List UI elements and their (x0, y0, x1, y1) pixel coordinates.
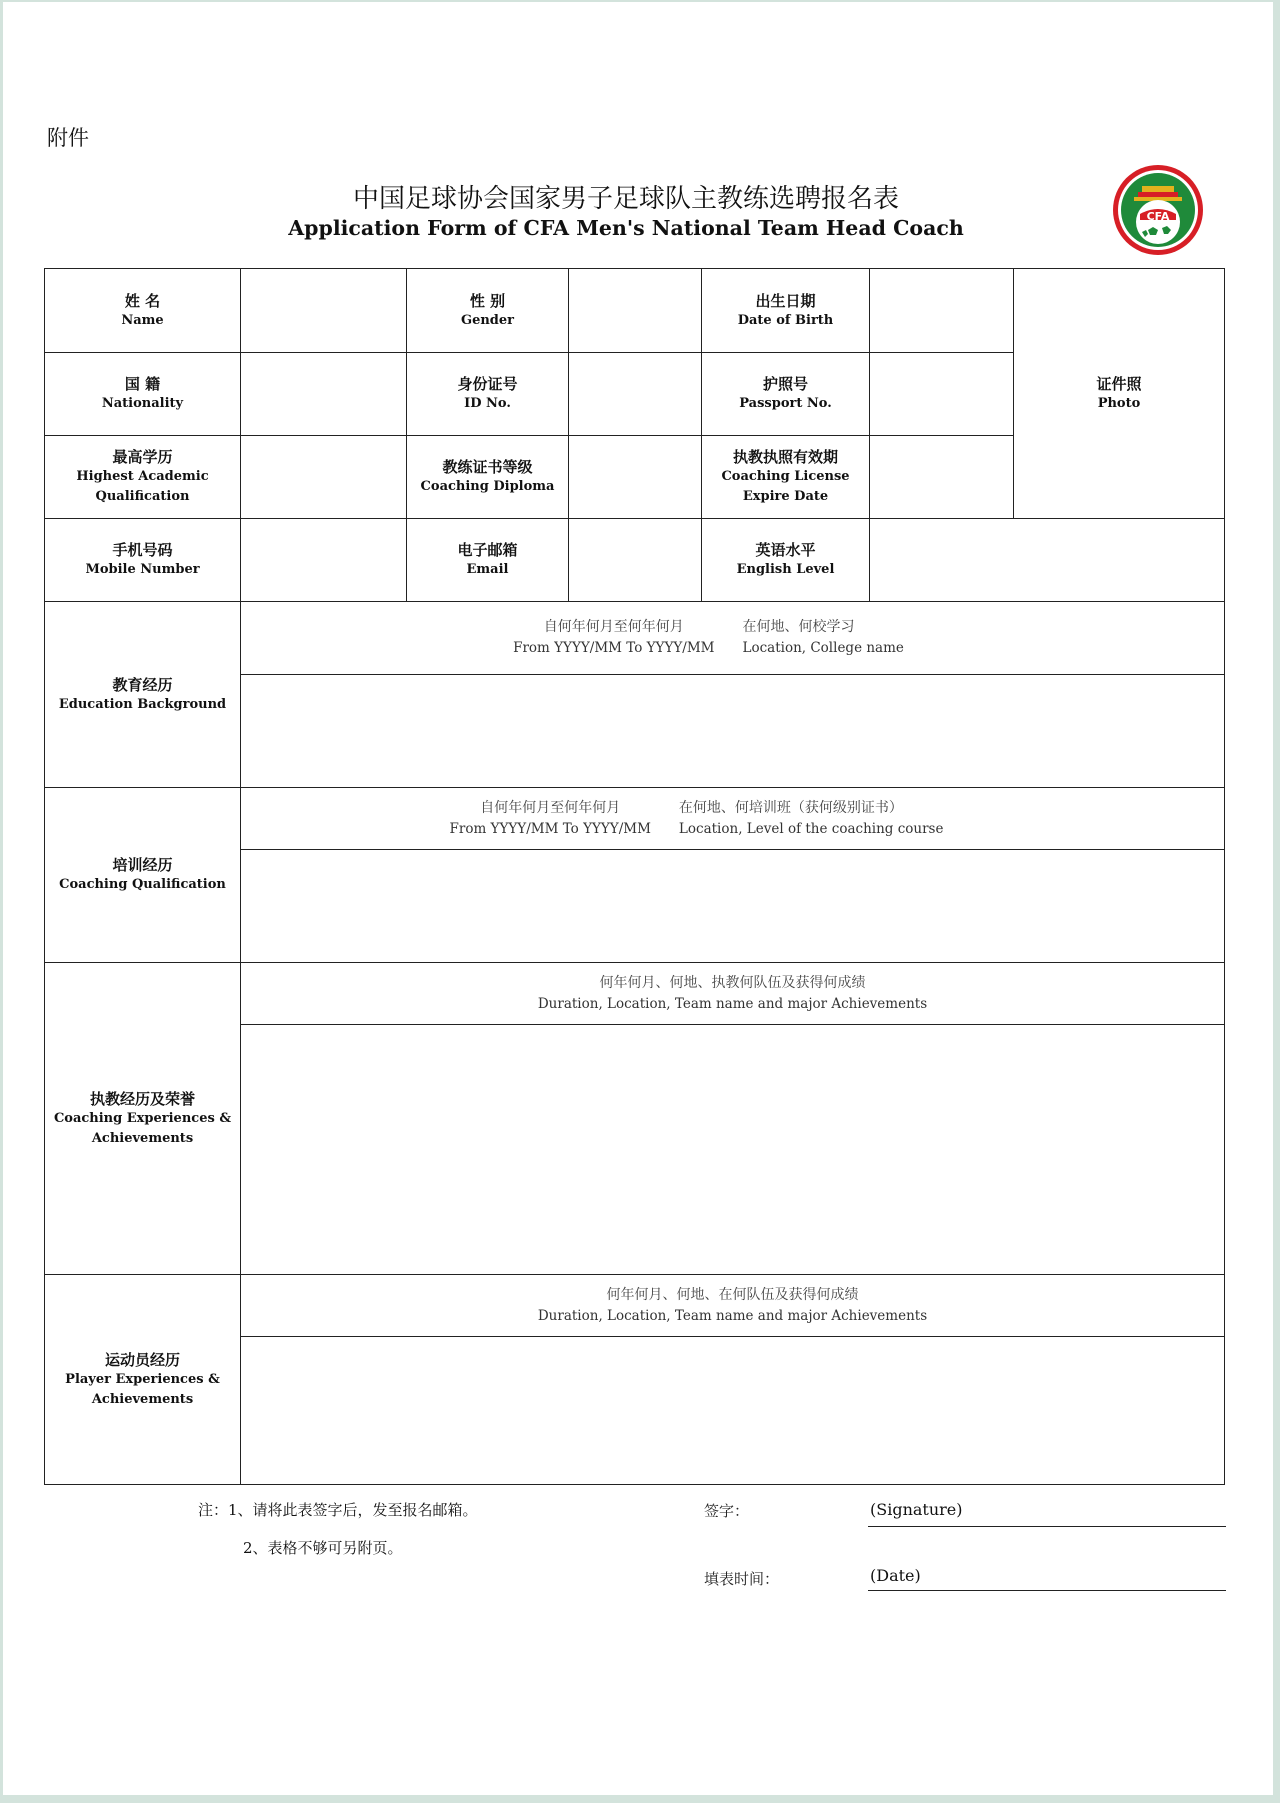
note-line-2: 2、表格不够可另附页。 (243, 1539, 403, 1557)
coaching-field[interactable] (241, 1025, 1225, 1275)
education-hint: 自何年何月至何年何月 From YYYY/MM To YYYY/MM 在何地、何校学习 Location, College name (241, 602, 1225, 675)
player-label: 运动员经历 Player Experiences & Achievements (45, 1275, 241, 1485)
license-label: 执教执照有效期 Coaching License Expire Date (702, 436, 870, 519)
diploma-field[interactable] (569, 436, 702, 519)
cfa-emblem-icon (1112, 164, 1204, 256)
gender-field[interactable] (569, 269, 702, 353)
signature-field[interactable]: (Signature) (868, 1500, 1226, 1527)
id-no-label: 身份证号 ID No. (407, 353, 569, 436)
player-hint: 何年何月、何地、在何队伍及获得何成绩 Duration, Location, Team name and major Achievements (241, 1275, 1225, 1337)
education-label: 教育经历 Education Background (45, 602, 241, 788)
coaching-hint: 何年何月、何地、执教何队伍及获得何成绩 Duration, Location, Team name and major Achievements (241, 963, 1225, 1025)
name-label: 姓 名 Name (45, 269, 241, 353)
player-field[interactable] (241, 1337, 1225, 1485)
license-field[interactable] (870, 436, 1014, 519)
page-title-en: Application Form of CFA Men's National Team Head Coach (288, 216, 964, 240)
date-field[interactable]: (Date) (868, 1566, 1226, 1591)
name-field[interactable] (241, 269, 407, 353)
passport-label: 护照号 Passport No. (702, 353, 870, 436)
email-field[interactable] (569, 519, 702, 602)
passport-field[interactable] (870, 353, 1014, 436)
training-label: 培训经历 Coaching Qualification (45, 788, 241, 963)
dob-field[interactable] (870, 269, 1014, 353)
diploma-label: 教练证书等级 Coaching Diploma (407, 436, 569, 519)
mobile-label: 手机号码 Mobile Number (45, 519, 241, 602)
education-field[interactable] (241, 675, 1225, 788)
nationality-field[interactable] (241, 353, 407, 436)
academic-label: 最高学历 Highest Academic Qualification (45, 436, 241, 519)
dob-label: 出生日期 Date of Birth (702, 269, 870, 353)
mobile-field[interactable] (241, 519, 407, 602)
gender-label: 性 别 Gender (407, 269, 569, 353)
cfa-logo-text: CFA (1146, 210, 1170, 223)
training-field[interactable] (241, 850, 1225, 963)
photo-box[interactable]: 证件照 Photo (1014, 269, 1225, 519)
signature-label: 签字： (704, 1502, 750, 1520)
page-title-cn: 中国足球协会国家男子足球队主教练选聘报名表 (352, 184, 899, 214)
id-no-field[interactable] (569, 353, 702, 436)
academic-field[interactable] (241, 436, 407, 519)
nationality-label: 国 籍 Nationality (45, 353, 241, 436)
email-label: 电子邮箱 Email (407, 519, 569, 602)
application-form-table (44, 268, 1225, 1485)
training-hint: 自何年何月至何年何月 From YYYY/MM To YYYY/MM 在何地、何培训班（获何级别证书） Location, Level of the coaching course (241, 788, 1225, 850)
date-label: 填表时间： (704, 1570, 780, 1588)
coaching-label: 执教经历及荣誉 Coaching Experiences & Achievements (45, 963, 241, 1275)
note-line-1: 注：1、请将此表签字后，发至报名邮箱。 (198, 1501, 478, 1519)
english-label: 英语水平 English Level (702, 519, 870, 602)
annex-label: 附件 (47, 126, 89, 150)
english-field[interactable] (870, 519, 1225, 602)
